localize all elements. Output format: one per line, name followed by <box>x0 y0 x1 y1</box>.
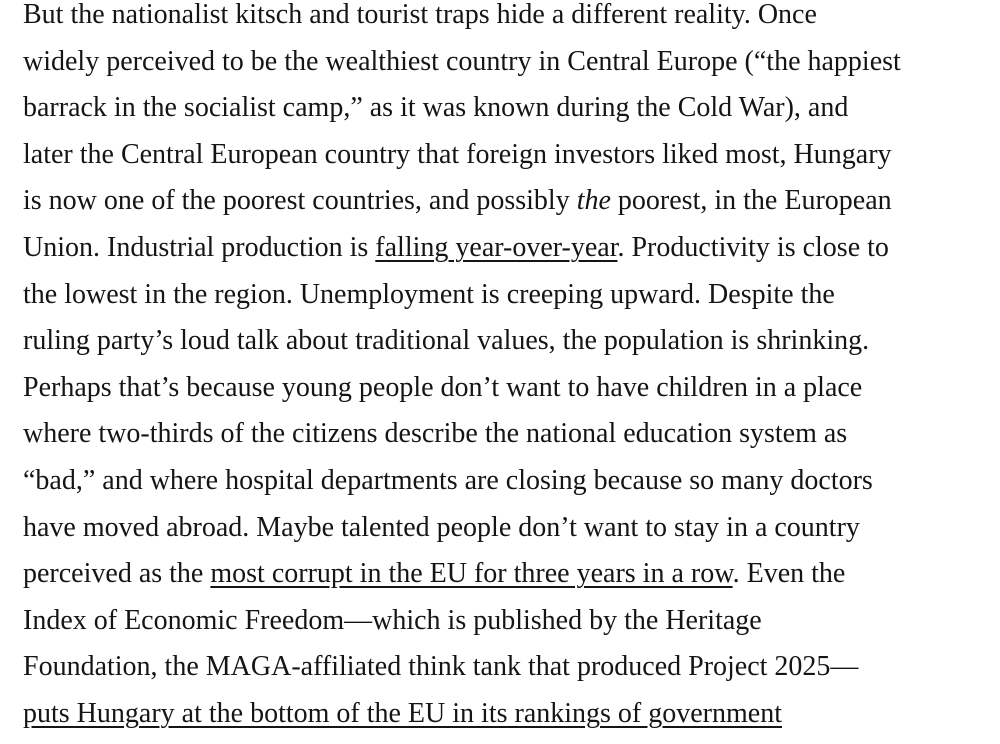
text-line-7: the lowest in the region. Unemployment is creeping upward. Despite the <box>23 278 835 310</box>
text-line-14: Index of Economic Freedom—which is published by the Heritage <box>23 604 762 636</box>
text-line-11: “bad,” and where hospital departments are closing because so many doctors <box>23 464 873 496</box>
link-most-corrupt-in-eu[interactable]: most corrupt in the EU for three years in a row <box>210 558 733 590</box>
article-paragraph <box>23 0 983 738</box>
link-falling-year-over-year[interactable]: falling year-over-year <box>375 231 618 263</box>
text-line-10: where two-thirds of the citizens describe the national education system as <box>23 418 848 450</box>
text-line-15: Foundation, the MAGA-affiliated think tank that produced Project 2025— <box>23 651 859 683</box>
text-line-16 <box>23 691 983 738</box>
link-hungary-bottom-of-eu[interactable]: puts Hungary at the bottom of the EU in its rankings of government <box>23 697 782 729</box>
text-line-3: barrack in the socialist camp,” as it was known during the Cold War), and <box>23 92 849 124</box>
text-line-9: Perhaps that’s because young people don’t want to have children in a place <box>23 371 863 403</box>
text-line-13: perceived as the most corrupt in the EU for three years in a row. Even the <box>23 558 846 590</box>
text-line-2: widely perceived to be the wealthiest country in Central Europe (“the happiest <box>23 45 901 77</box>
text-line-12: have moved abroad. Maybe talented people don’t want to stay in a country <box>23 511 860 543</box>
text-line-8: ruling party’s loud talk about traditional values, the population is shrinking. <box>23 325 870 357</box>
emphasis-the: the <box>576 185 611 217</box>
text-line-6: Union. Industrial production is falling year-over-year. Productivity is close to <box>23 231 889 263</box>
text-line-4: later the Central European country that foreign investors liked most, Hungary <box>23 138 892 170</box>
text-line-1: But the nationalist kitsch and tourist traps hide a different reality. Once <box>23 0 817 30</box>
text-line-5: is now one of the poorest countries, and possibly the poorest, in the European <box>23 185 892 217</box>
